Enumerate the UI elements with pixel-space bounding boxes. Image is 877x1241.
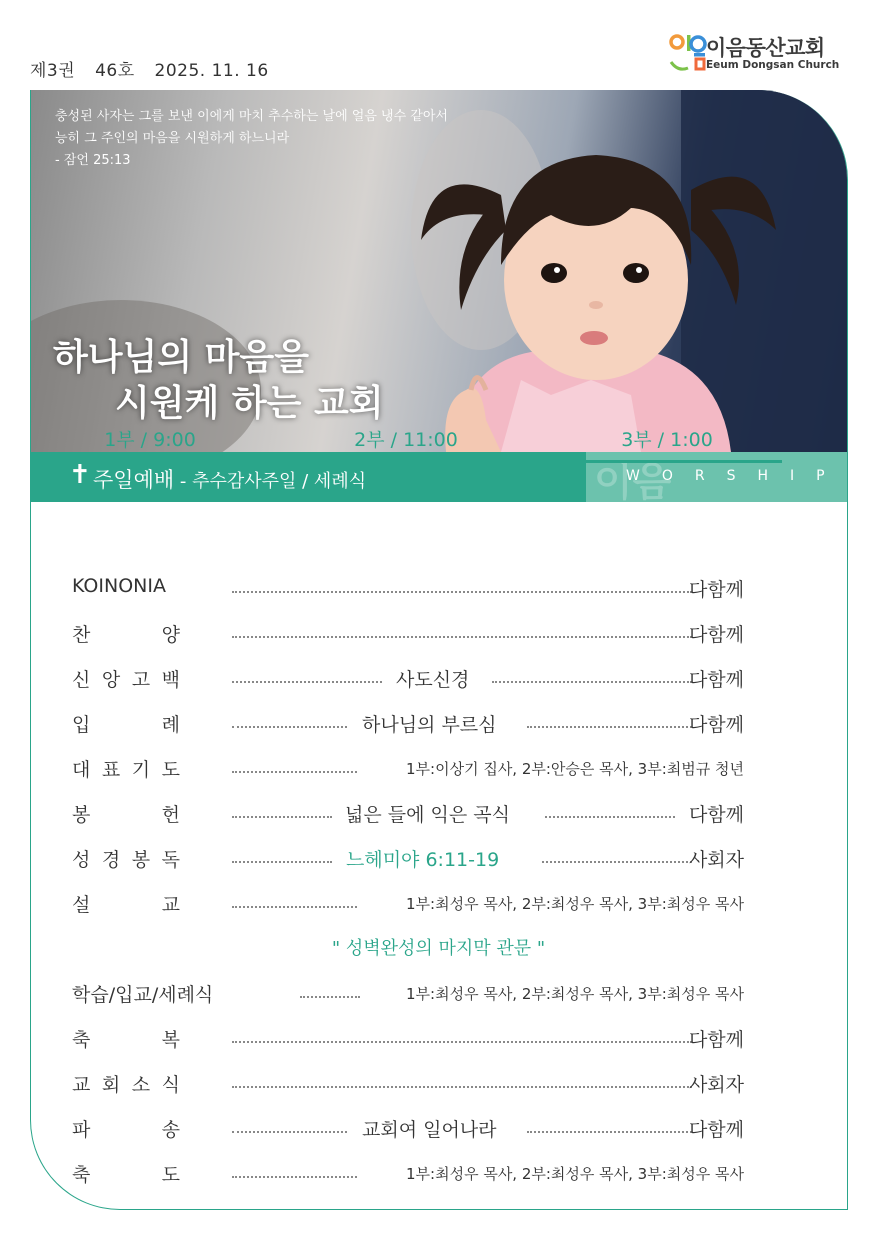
dotted-leader	[542, 861, 692, 863]
dotted-leader	[232, 1086, 692, 1088]
order-label	[72, 980, 262, 1010]
order-right: 다함께	[688, 579, 744, 601]
order-right: 다함께	[688, 624, 744, 646]
order-row-call	[72, 710, 744, 740]
order-label: 신 앙 고 백	[72, 669, 180, 691]
order-row-offering	[72, 800, 744, 830]
verse-line-1: 충성된 사자는 그를 보낸 이에게 마치 추수하는 날에 얼음 냉수 같아서	[55, 109, 448, 124]
order-right: 1부:최성우 목사, 2부:최성우 목사, 3부:최성우 목사	[406, 1165, 744, 1183]
order-right: 다함께	[688, 1029, 744, 1051]
logo-watermark: 이음	[594, 459, 672, 505]
order-label: 대 표 기 도	[72, 759, 180, 781]
dotted-leader	[527, 1131, 692, 1133]
worship-label: WORSHIP	[626, 468, 847, 484]
order-row-confession	[72, 665, 744, 695]
order-row-news	[72, 1070, 744, 1100]
dotted-leader	[492, 681, 692, 683]
order-label: 파 송	[72, 1119, 180, 1141]
order-row-baptism	[72, 980, 744, 1010]
order-mid: 교회여 일어나라	[362, 1119, 497, 1141]
dotted-leader	[232, 1176, 357, 1178]
order-label: 교 회 소 식	[72, 1074, 180, 1096]
verse-line-2: 능히 그 주인의 마음을 시원하게 하느니라	[55, 131, 290, 146]
service-time-3: 3부 / 1:00	[552, 425, 782, 463]
dotted-leader	[232, 726, 347, 728]
cross-icon: ✝	[69, 460, 91, 490]
order-label-char: 양	[161, 624, 180, 646]
hero-image	[31, 90, 848, 452]
dotted-leader	[232, 1131, 347, 1133]
order-row-praise	[72, 620, 744, 650]
order-row-sending	[72, 1115, 744, 1145]
service-time-1: 1부 / 9:00	[40, 425, 260, 463]
order-row-scripture	[72, 845, 744, 875]
order-label: 성 경 봉 독	[72, 849, 180, 871]
worship-title-main: 주일예배	[93, 468, 175, 492]
issue-number: 46호	[95, 61, 135, 81]
order-label: 축 도	[72, 1164, 180, 1186]
order-label: 입 례	[72, 714, 180, 736]
order-label-text: 학습/입교/세례식	[72, 984, 214, 1006]
service-times	[40, 425, 782, 465]
issue-date: 2025. 11. 16	[154, 61, 269, 81]
dotted-leader	[232, 771, 357, 773]
order-right: 1부:이상기 집사, 2부:안승은 목사, 3부:최범규 청년	[406, 760, 744, 778]
church-name: 이음동산교회	[706, 36, 825, 60]
order-right: 다함께	[688, 669, 744, 691]
order-row-prayer	[72, 755, 744, 785]
dotted-leader	[232, 1041, 692, 1043]
scripture-reference: 느헤미야 6:11-19	[346, 849, 500, 871]
dotted-leader	[300, 996, 360, 998]
order-right: 사회자	[688, 1074, 744, 1096]
order-mid: 하나님의 부르심	[362, 714, 497, 736]
order-row-blessing	[72, 1025, 744, 1055]
dotted-leader	[232, 681, 382, 683]
sermon-title: " 성벽완성의 마지막 관문 "	[331, 938, 546, 959]
order-row-koinonia	[72, 575, 744, 605]
order-right: 1부:최성우 목사, 2부:최성우 목사, 3부:최성우 목사	[406, 895, 744, 913]
issue-info	[30, 56, 283, 81]
dotted-leader	[232, 591, 692, 593]
dotted-leader	[232, 906, 357, 908]
dotted-leader	[232, 816, 332, 818]
order-right: 사회자	[688, 849, 744, 871]
dotted-leader	[232, 861, 332, 863]
worship-subtitle: - 추수감사주일 / 세례식	[174, 471, 367, 492]
dotted-leader	[232, 636, 692, 638]
hero-title-line-1: 하나님의 마음을	[53, 337, 309, 378]
order-mid: 넓은 들에 익은 곡식	[345, 804, 510, 826]
order-mid: 사도신경	[396, 669, 470, 691]
dotted-leader	[527, 726, 692, 728]
hero-title	[53, 335, 384, 427]
order-label: 축 복	[72, 1029, 180, 1051]
church-name-english: Eeum Dongsan Church	[706, 59, 840, 71]
verse-reference: - 잠언 25:13	[55, 153, 131, 168]
order-row-sermon	[72, 890, 744, 920]
order-row-benediction	[72, 1160, 744, 1190]
order-right: 1부:최성우 목사, 2부:최성우 목사, 3부:최성우 목사	[406, 985, 744, 1003]
service-time-2: 2부 / 11:00	[296, 425, 516, 463]
hero-title-line-2: 시원케 하는 교회	[115, 383, 384, 424]
order-label-char: 찬	[72, 624, 91, 646]
order-right: 다함께	[688, 804, 744, 826]
order-label	[72, 575, 180, 605]
order-right: 다함께	[688, 1119, 744, 1141]
order-label: 설 교	[72, 894, 180, 916]
scripture-verse	[55, 106, 448, 172]
church-logo	[668, 32, 858, 76]
order-label-text: KOINONIA	[72, 575, 166, 597]
dotted-leader	[545, 816, 675, 818]
order-label: 봉 헌	[72, 804, 180, 826]
volume-number: 제3권	[30, 61, 76, 81]
order-right: 다함께	[688, 714, 744, 736]
worship-title	[93, 464, 366, 494]
order-label	[72, 620, 180, 650]
